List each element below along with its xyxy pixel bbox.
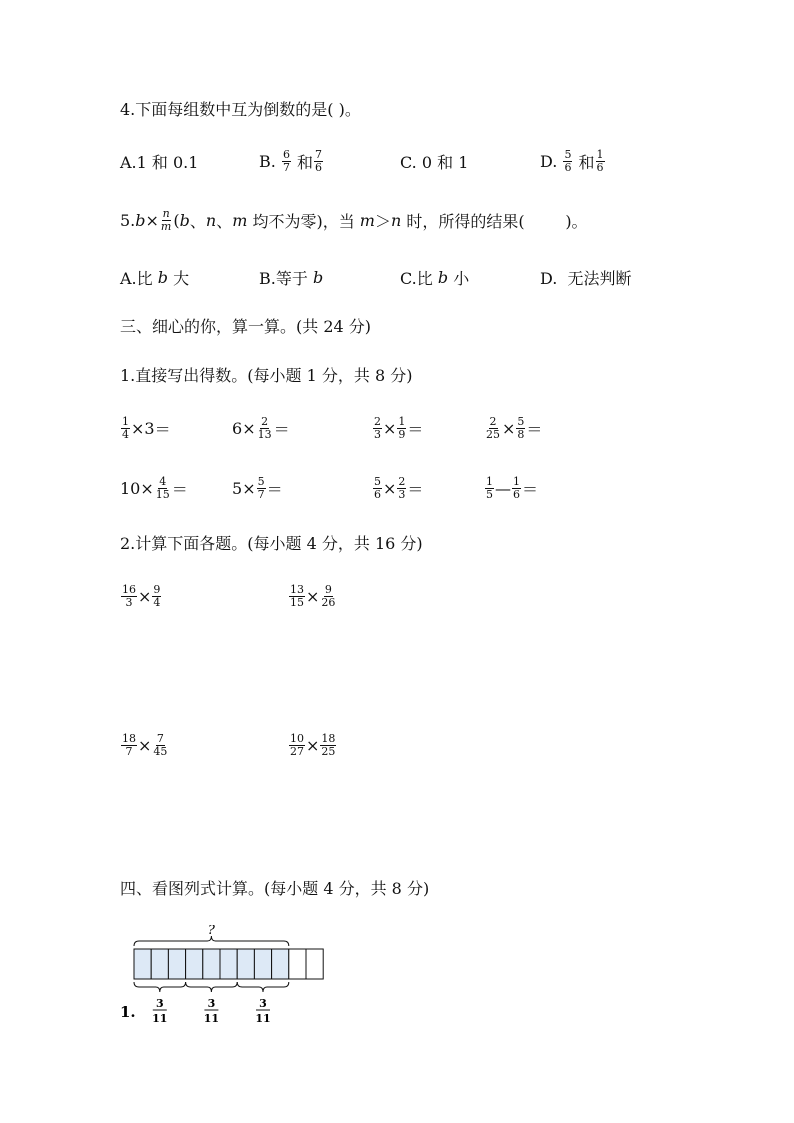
calc-problem-4[interactable] xyxy=(288,730,337,760)
q5-option-b[interactable]: B.等于 b xyxy=(259,267,324,288)
oral-problem-operator: × xyxy=(140,478,154,498)
calc-problem-operator: × xyxy=(138,735,152,755)
calc-problem-operator: × xyxy=(138,586,152,606)
oral-problem-1[interactable] xyxy=(120,413,171,443)
calc-problem-fraction: $\frac{9}{26}$ xyxy=(321,582,336,609)
q5-fraction: $\frac{n}{m}$ xyxy=(160,206,172,233)
calc-problem-fraction: $\frac{9}{4}$ xyxy=(153,582,161,609)
calc-problem-fraction: $\frac{18}{25}$ xyxy=(321,731,336,758)
oral-problem-operator: × xyxy=(242,478,256,498)
section3-sub2: 2.计算下面各题。(每小题 4 分，共 16 分) xyxy=(120,534,423,553)
oral-problem-5[interactable] xyxy=(120,473,188,503)
shaded-cell xyxy=(168,949,185,979)
oral-problem-operator: × xyxy=(131,418,145,438)
q4-option-b[interactable] xyxy=(259,146,324,176)
oral-problem-fraction: $\frac{5}{8}$ xyxy=(517,414,525,441)
calc-problem-1[interactable] xyxy=(120,581,162,611)
q5-times: × xyxy=(145,210,159,230)
oral-problem-fraction: $\frac{1}{5}$ xyxy=(486,474,493,501)
q5-var-b: b xyxy=(135,210,146,230)
shaded-cell xyxy=(151,949,168,979)
section3-title: 三、细心的你，算一算。(共 24 分) xyxy=(120,317,372,336)
q4-option-a-label: A.1 和 0.1 xyxy=(120,152,199,172)
bottom-brace xyxy=(186,982,238,992)
shaded-cell xyxy=(186,949,203,979)
q4-option-b-prefix: B. xyxy=(259,151,276,171)
section4-title: 四、看图列式计算。(每小题 4 分，共 8 分) xyxy=(120,879,430,898)
shaded-cell xyxy=(134,949,151,979)
part-fraction-denominator: 11 xyxy=(152,1012,168,1025)
part-fraction-numerator: 3 xyxy=(259,997,267,1010)
q4-b-fraction-2: $\frac{7}{6}$ xyxy=(315,147,323,174)
calc-problem-operator: × xyxy=(306,586,320,606)
oral-problem-equals: ＝ xyxy=(154,419,171,439)
oral-problem-fraction: $\frac{2}{3}$ xyxy=(374,414,381,441)
q4-option-d-prefix: D. xyxy=(540,151,558,171)
oral-problem-fraction: $\frac{2}{25}$ xyxy=(486,414,500,441)
calc-problem-3[interactable] xyxy=(120,730,169,760)
calc-problem-fraction: $\frac{7}{45}$ xyxy=(153,731,168,758)
oral-problem-whole: 10 xyxy=(120,478,141,498)
oral-problem-fraction: $\frac{1}{6}$ xyxy=(513,474,520,501)
oral-problem-fraction: $\frac{5}{7}$ xyxy=(257,474,265,501)
part-fraction-denominator: 11 xyxy=(255,1012,271,1025)
shaded-cell xyxy=(254,949,271,979)
shaded-cell xyxy=(272,949,289,979)
oral-problem-operator: × xyxy=(502,418,516,438)
q4-d-and: 和 xyxy=(578,152,595,172)
q4-option-c[interactable] xyxy=(400,146,468,176)
question-mark: ? xyxy=(207,925,215,938)
oral-problem-operator: × xyxy=(383,478,397,498)
oral-problem-operator: × xyxy=(242,418,256,438)
part-fraction-numerator: 3 xyxy=(207,997,216,1010)
part-fraction-numerator: 3 xyxy=(155,997,164,1010)
oral-problem-8[interactable] xyxy=(484,473,538,503)
q4-b-fraction-1: $\frac{6}{7}$ xyxy=(282,147,290,174)
oral-problem-fraction: $\frac{2}{3}$ xyxy=(398,474,406,501)
oral-problem-equals: ＝ xyxy=(266,479,283,499)
oral-problem-2[interactable] xyxy=(232,413,290,443)
part-fraction-denominator: 11 xyxy=(203,1012,220,1025)
shaded-cell xyxy=(203,949,220,979)
q5-option-d[interactable]: D. 无法判断 xyxy=(540,268,632,288)
oral-problem-fraction: $\frac{1}{4}$ xyxy=(122,414,129,441)
section3-sub1: 1.直接写出得数。(每小题 1 分，共 8 分) xyxy=(120,366,413,385)
oral-problem-equals: ＝ xyxy=(526,419,543,439)
oral-problem-whole: 6 xyxy=(232,418,243,438)
oral-problem-equals: ＝ xyxy=(522,479,539,499)
oral-problem-6[interactable] xyxy=(232,473,283,503)
q4-option-a[interactable] xyxy=(120,146,198,176)
fraction-bar-diagram xyxy=(120,925,340,1025)
empty-cell xyxy=(306,949,323,979)
q5-option-a[interactable]: A.比 b 大 xyxy=(120,267,190,288)
q4-d-fraction-1: $\frac{5}{6}$ xyxy=(564,147,572,174)
q5-option-c[interactable]: C.比 b 小 xyxy=(400,267,470,288)
oral-problem-7[interactable] xyxy=(372,473,423,503)
q5-stem: 5. b × $\frac{n}{m}$ ( b 、 n 、 m 均不为零)，当 m ＞ n 时，所得的结果( )。 xyxy=(120,206,588,233)
calc-problem-fraction: $\frac{18}{7}$ xyxy=(122,731,136,758)
item-label: 1. xyxy=(120,1003,136,1021)
oral-problem-whole: 5 xyxy=(232,478,243,498)
oral-problem-fraction: $\frac{4}{15}$ xyxy=(155,474,170,501)
q4-d-fraction-2: $\frac{1}{6}$ xyxy=(596,147,604,174)
oral-problem-4[interactable] xyxy=(484,413,542,443)
oral-problem-fraction: $\frac{1}{9}$ xyxy=(398,414,406,441)
bottom-brace xyxy=(237,982,289,992)
calc-problem-fraction: $\frac{13}{15}$ xyxy=(290,582,304,609)
q4-option-c-label: C. 0 和 1 xyxy=(400,152,469,172)
oral-problem-equals: ＝ xyxy=(171,479,188,499)
oral-problem-equals: ＝ xyxy=(407,479,424,499)
oral-problem-3[interactable] xyxy=(372,413,423,443)
q4-b-and: 和 xyxy=(297,152,314,172)
q4-option-d[interactable] xyxy=(540,146,606,176)
oral-problem-fraction: $\frac{5}{6}$ xyxy=(374,474,381,501)
q5-number: 5. xyxy=(120,210,136,230)
oral-problem-whole: 3 xyxy=(144,418,155,438)
shaded-cell xyxy=(220,949,237,979)
q4-stem: 4.下面每组数中互为倒数的是( )。 xyxy=(120,100,361,119)
calc-problem-operator: × xyxy=(306,735,320,755)
calc-problem-fraction: $\frac{10}{27}$ xyxy=(290,731,304,758)
calc-problem-fraction: $\frac{16}{3}$ xyxy=(122,582,136,609)
shaded-cell xyxy=(237,949,254,979)
bottom-brace xyxy=(134,982,186,992)
oral-problem-operator: × xyxy=(383,418,397,438)
oral-problem-fraction: $\frac{2}{13}$ xyxy=(257,414,272,441)
calc-problem-2[interactable] xyxy=(288,581,337,611)
oral-problem-equals: ＝ xyxy=(407,419,424,439)
oral-problem-operator: — xyxy=(495,478,511,498)
oral-problem-equals: ＝ xyxy=(273,419,290,439)
empty-cell xyxy=(289,949,306,979)
